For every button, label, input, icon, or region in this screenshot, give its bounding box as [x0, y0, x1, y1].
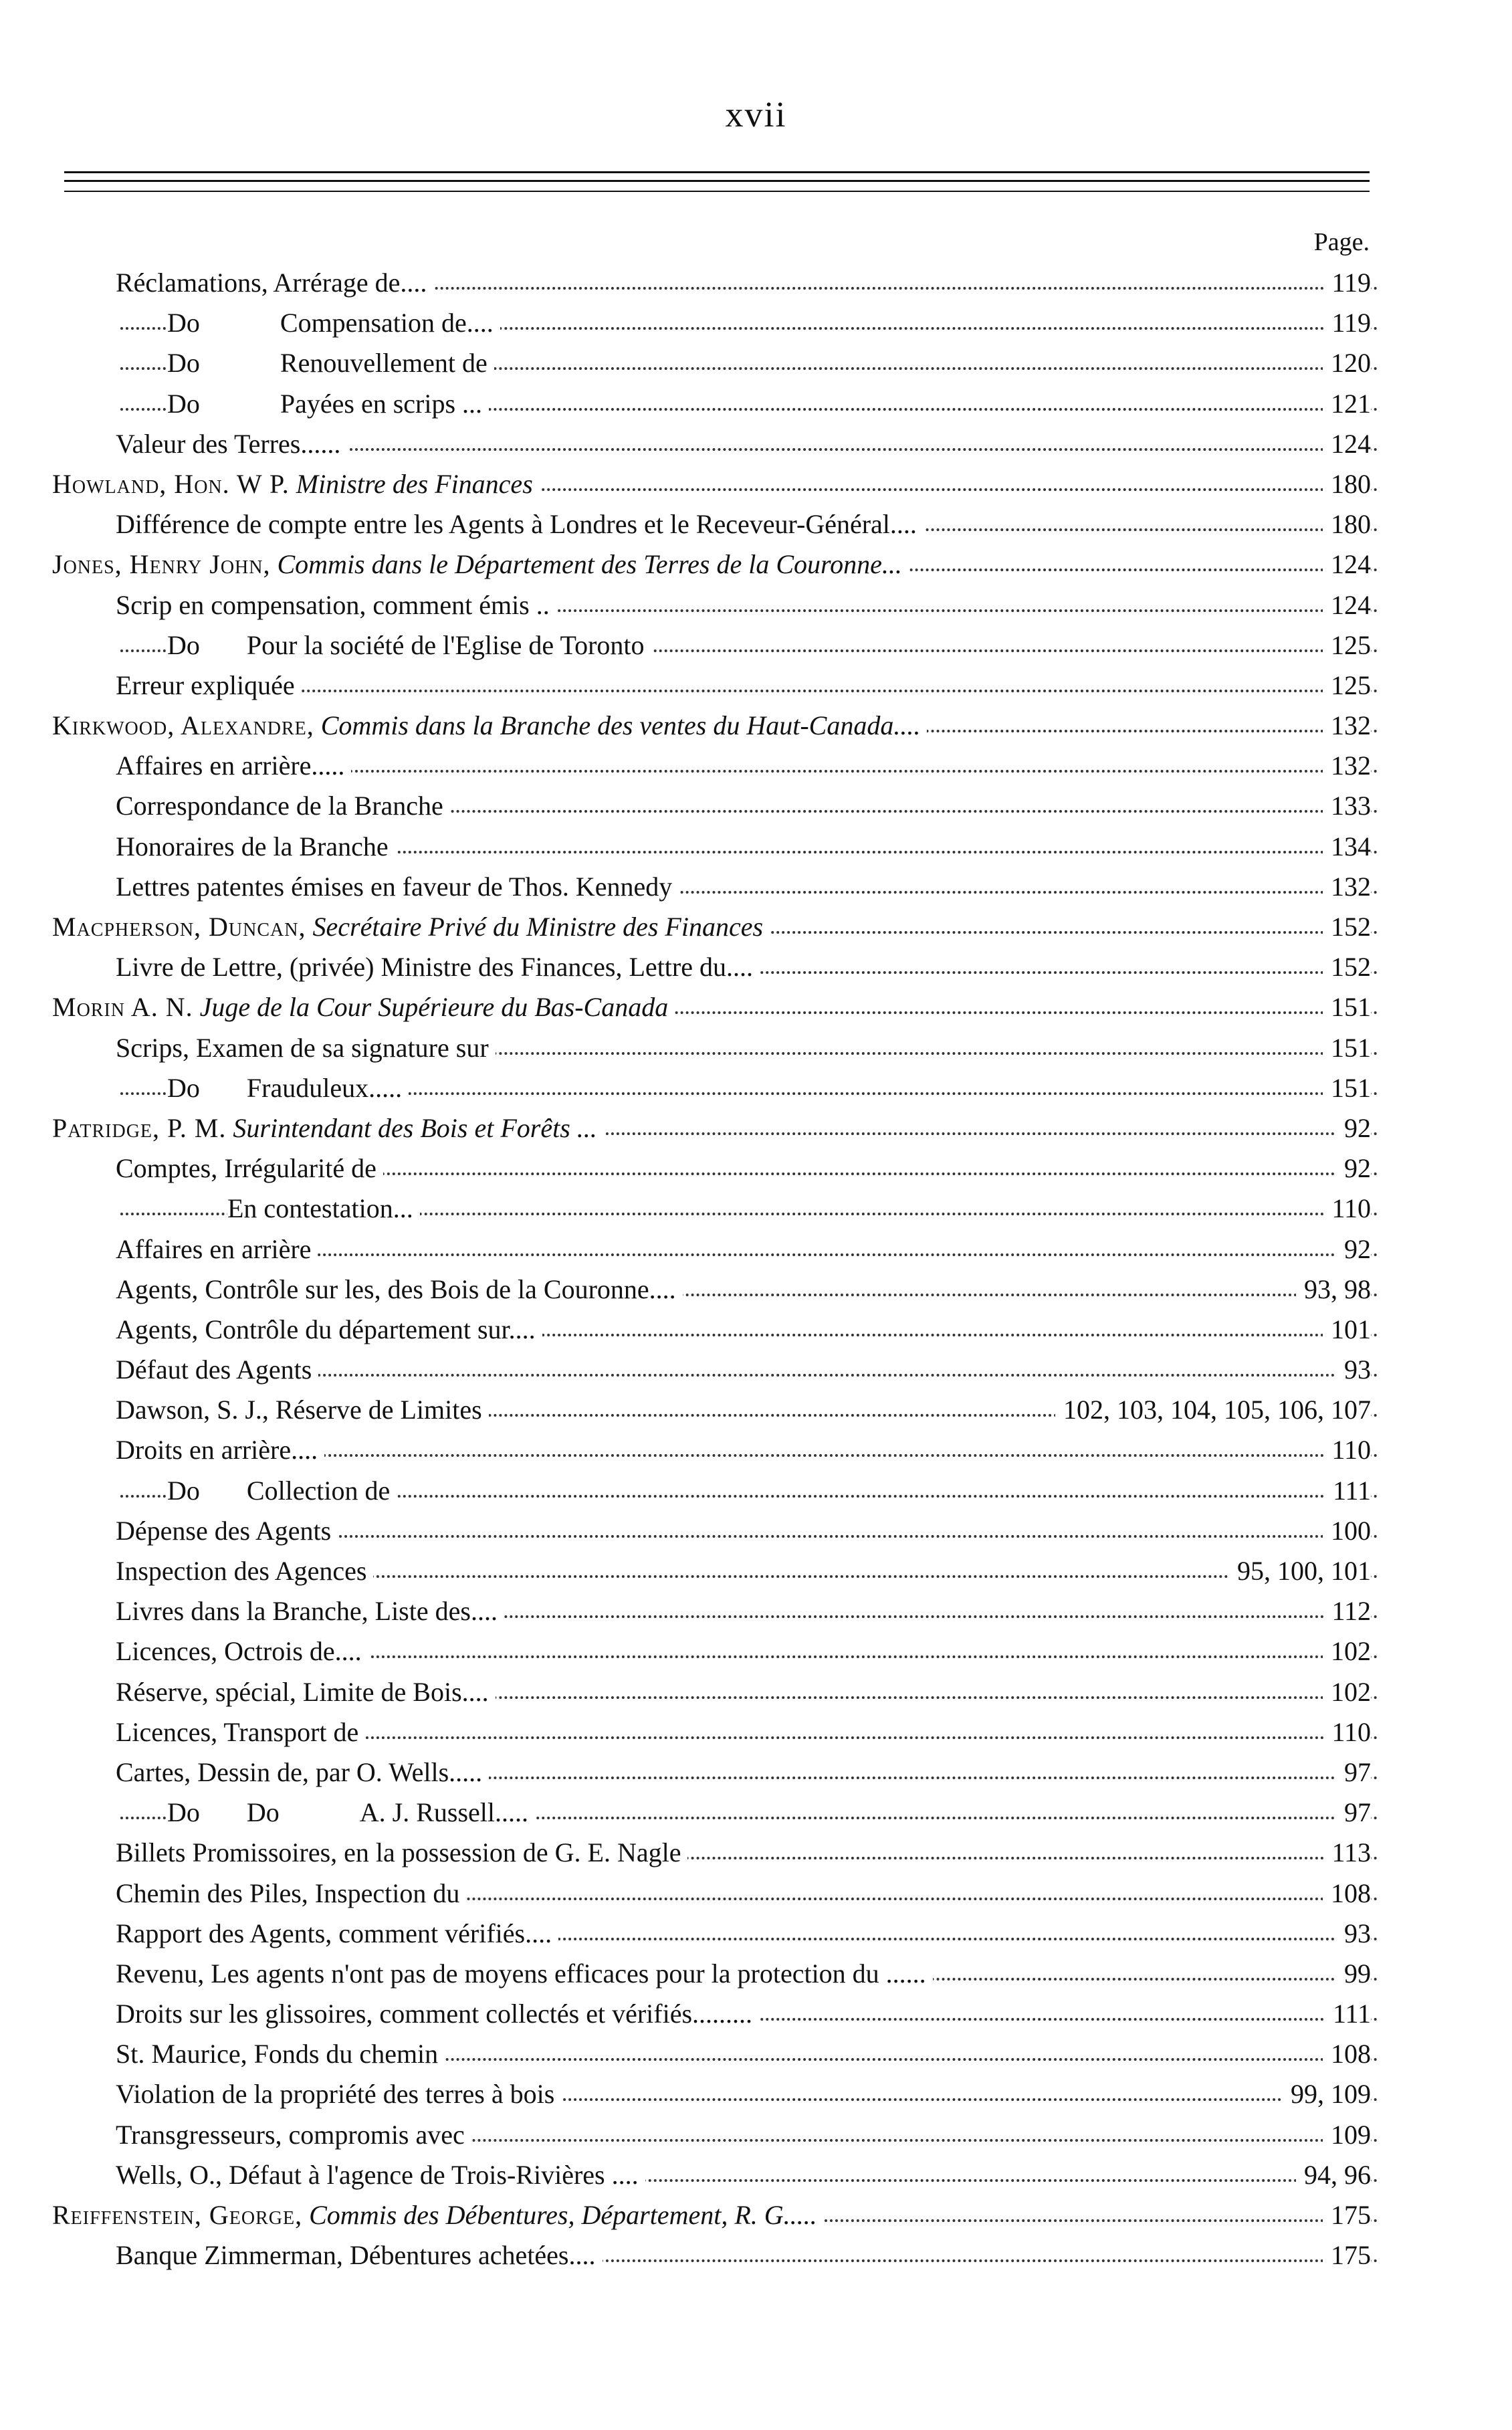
- entry-text: Dawson, S. J., Réserve de Limites: [116, 1395, 482, 1425]
- entry-page: 102, 103, 104, 105, 106, 107: [1055, 1390, 1371, 1430]
- entry-text: Valeur des Terres......: [116, 428, 341, 459]
- index-entry: [0, 1752, 1512, 1793]
- entry-title: Surintendant des Bois et Forêts ...: [233, 1112, 597, 1143]
- entry-page: 125: [1323, 625, 1371, 666]
- entry-page: 93, 98: [1296, 1270, 1371, 1310]
- entry-text: Livres dans la Branche, Liste des....: [116, 1596, 498, 1627]
- index-entry: [0, 907, 1512, 947]
- entry-text: Dépense des Agents: [116, 1515, 332, 1546]
- entry-page: 92: [1336, 1108, 1371, 1148]
- entry-subtext: Pour la société de l'Eglise de Toronto: [246, 629, 645, 660]
- entry-text: Honoraires de la Branche: [116, 831, 389, 862]
- entry-subtext: Compensation de....: [280, 308, 494, 338]
- entry-text: Do: [167, 1475, 200, 1506]
- index-entry: [0, 544, 1512, 585]
- entry-text: Do: [167, 348, 200, 379]
- index-entry: [0, 2034, 1512, 2074]
- entry-page: 100: [1323, 1511, 1371, 1551]
- entry-page: 93: [1336, 1350, 1371, 1390]
- entry-page: 102: [1323, 1631, 1371, 1672]
- entry-page: 119: [1323, 303, 1371, 343]
- index-entry: [0, 2074, 1512, 2114]
- entry-page: 108: [1323, 1874, 1371, 1914]
- entry-page: 92: [1336, 1229, 1371, 1270]
- index-entry: [0, 1471, 1512, 1511]
- index-entry: [0, 1028, 1512, 1068]
- index-entry: [0, 2195, 1512, 2235]
- entry-text: Correspondance de la Branche: [116, 791, 443, 821]
- page-column-header: Page.: [1313, 228, 1370, 256]
- entry-page: 109: [1323, 2115, 1371, 2155]
- entry-title: Juge de la Cour Supérieure du Bas-Canada: [199, 992, 669, 1023]
- entry-page: 110: [1323, 1712, 1371, 1752]
- entry-page: 152: [1323, 907, 1371, 947]
- index-entry: [0, 1591, 1512, 1631]
- entry-subtext: Do: [246, 1797, 280, 1828]
- entry-page: 97: [1336, 1752, 1371, 1793]
- index-entry: [0, 1712, 1512, 1752]
- index-entry: [0, 1631, 1512, 1672]
- index-entry: [0, 666, 1512, 706]
- index-entry: [0, 1068, 1512, 1108]
- entry-page: 108: [1323, 2034, 1371, 2074]
- entry-page: 133: [1323, 786, 1371, 826]
- index-entry: [0, 706, 1512, 746]
- header-rule-top: [64, 171, 1370, 173]
- index-entry: [0, 1270, 1512, 1310]
- header-rule-middle: [64, 180, 1370, 182]
- entry-name: Morin A. N.: [52, 992, 193, 1023]
- index-entry: [0, 786, 1512, 826]
- entry-page: 94, 96: [1296, 2155, 1371, 2195]
- entry-text: Scrips, Examen de sa signature sur: [116, 1032, 489, 1063]
- entry-page: 97: [1336, 1793, 1371, 1833]
- entry-page: 151: [1323, 1068, 1371, 1108]
- entry-page: 93: [1336, 1914, 1371, 1954]
- index-entry: [0, 2155, 1512, 2195]
- index-entry: [0, 464, 1512, 504]
- entry-text: Do: [167, 388, 200, 419]
- entry-page: 132: [1323, 746, 1371, 786]
- entry-page: 134: [1323, 827, 1371, 867]
- entry-page: 124: [1323, 424, 1371, 464]
- index-entry: [0, 343, 1512, 383]
- entry-page: 151: [1323, 1028, 1371, 1068]
- index-entry: [0, 1954, 1512, 1994]
- index-entry: [0, 1390, 1512, 1430]
- index-entry: [0, 827, 1512, 867]
- index-entry: [0, 1511, 1512, 1551]
- entry-page: 92: [1336, 1148, 1371, 1189]
- index-entries: [0, 263, 1512, 2275]
- index-entry: [0, 1148, 1512, 1189]
- entry-text: Do: [167, 308, 200, 338]
- index-entry: [0, 625, 1512, 666]
- index-entry: [0, 1914, 1512, 1954]
- entry-title: Commis dans le Département des Terres de la Couronne...: [277, 549, 902, 580]
- entry-page: 113: [1323, 1833, 1371, 1873]
- entry-page: 112: [1323, 1591, 1371, 1631]
- index-entry: [0, 947, 1512, 987]
- entry-title: Secrétaire Privé du Ministre des Finances: [312, 912, 764, 942]
- entry-text: Livre de Lettre, (privée) Ministre des Finances, Lettre du....: [116, 952, 753, 983]
- entry-text: Erreur expliquée: [116, 670, 295, 700]
- entry-name: Howland, Hon. W P.: [52, 468, 290, 499]
- index-entry: [0, 1672, 1512, 1712]
- entry-text: Do: [167, 629, 200, 660]
- entry-text: Rapport des Agents, comment vérifiés....: [116, 1918, 552, 1948]
- entry-page: 152: [1323, 947, 1371, 987]
- entry-title: Commis dans la Branche des ventes du Haut-Canada....: [320, 710, 921, 741]
- dot-leader: [120, 690, 1378, 692]
- entry-name: Reiffenstein, George,: [52, 2200, 303, 2230]
- page-number: xvii: [725, 94, 787, 134]
- entry-page: 99, 109: [1283, 2074, 1371, 2114]
- index-entry: [0, 1350, 1512, 1390]
- index-entry: [0, 1793, 1512, 1833]
- entry-page: 95, 100, 101: [1229, 1551, 1371, 1591]
- entry-page: 175: [1323, 2235, 1371, 2275]
- entry-page: 132: [1323, 867, 1371, 907]
- entry-text: St. Maurice, Fonds du chemin: [116, 2039, 439, 2069]
- entry-name: Patridge, P. M.: [52, 1112, 227, 1143]
- entry-page: 124: [1323, 585, 1371, 625]
- entry-text: Différence de compte entre les Agents à Londres et le Receveur-Général....: [116, 509, 917, 540]
- index-entry: [0, 1551, 1512, 1591]
- entry-text: Wells, O., Défaut à l'agence de Trois-Rivières ....: [116, 2159, 639, 2190]
- entry-page: 180: [1323, 504, 1371, 544]
- index-entry: [0, 1430, 1512, 1470]
- entry-subtext: Renouvellement de: [280, 348, 488, 379]
- index-entry: [0, 504, 1512, 544]
- entry-page: 102: [1323, 1672, 1371, 1712]
- entry-name: Jones, Henry John,: [52, 549, 271, 580]
- entry-text: Cartes, Dessin de, par O. Wells.....: [116, 1756, 483, 1787]
- index-entry: [0, 384, 1512, 424]
- entry-page: 110: [1323, 1430, 1371, 1470]
- entry-page: 110: [1323, 1189, 1371, 1229]
- index-entry: [0, 1310, 1512, 1350]
- entry-text: Comptes, Irrégularité de: [116, 1153, 376, 1184]
- entry-page: 180: [1323, 464, 1371, 504]
- header-rule-bottom: [64, 191, 1370, 192]
- entry-name: Macpherson, Duncan,: [52, 912, 306, 942]
- index-entry: [0, 2235, 1512, 2275]
- entry-subtext: Collection de: [246, 1475, 391, 1506]
- entry-page: 120: [1323, 343, 1371, 383]
- index-entry: [0, 424, 1512, 464]
- entry-page: 175: [1323, 2195, 1371, 2235]
- entry-text: Violation de la propriété des terres à bois: [116, 2079, 555, 2110]
- index-entry: [0, 303, 1512, 343]
- entry-page: 151: [1323, 987, 1371, 1027]
- entry-title: Ministre des Finances: [296, 468, 533, 499]
- index-entry: [0, 1833, 1512, 1873]
- entry-page: 111: [1325, 1471, 1371, 1511]
- index-entry: [0, 1874, 1512, 1914]
- entry-page: 111: [1325, 1994, 1371, 2034]
- entry-text: Affaires en arrière.....: [116, 750, 345, 781]
- entry-text: Banque Zimmerman, Débentures achetées....: [116, 2240, 596, 2271]
- entry-text: Chemin des Piles, Inspection du: [116, 1878, 460, 1908]
- entry-page: 99: [1336, 1954, 1371, 1994]
- entry-text: Agents, Contrôle du département sur....: [116, 1314, 536, 1344]
- entry-subtext: Frauduleux.....: [246, 1072, 403, 1103]
- entry-title: Commis des Débentures, Département, R. G.....: [309, 2200, 817, 2230]
- index-entry: [0, 746, 1512, 786]
- entry-page: 121: [1323, 384, 1371, 424]
- index-entry: [0, 1189, 1512, 1229]
- index-entry: [0, 1108, 1512, 1148]
- entry-text: Licences, Octrois de....: [116, 1636, 362, 1667]
- entry-text: Inspection des Agences: [116, 1556, 367, 1586]
- index-entry: [0, 2115, 1512, 2155]
- entry-text: En contestation...: [227, 1193, 413, 1224]
- entry-text: Billets Promissoires, en la possession de G. E. Nagle: [116, 1837, 681, 1868]
- entry-page: 132: [1323, 706, 1371, 746]
- entry-text: Licences, Transport de: [116, 1716, 359, 1747]
- entry-text: Défaut des Agents: [116, 1354, 312, 1385]
- entry-page: 124: [1323, 544, 1371, 585]
- entry-text: Réserve, spécial, Limite de Bois....: [116, 1676, 489, 1707]
- entry-page: 119: [1323, 263, 1371, 303]
- entry-text: Revenu, Les agents n'ont pas de moyens efficaces pour la protection du ......: [116, 1958, 926, 1989]
- entry-text: Do: [167, 1797, 200, 1828]
- index-entry: [0, 987, 1512, 1027]
- entry-text: Droits sur les glissoires, comment collectés et vérifiés.........: [116, 1999, 753, 2029]
- index-entry: [0, 867, 1512, 907]
- entry-text: Droits en arrière....: [116, 1435, 318, 1465]
- entry-text: Affaires en arrière: [116, 1233, 312, 1264]
- index-entry: [0, 585, 1512, 625]
- entry-page: 125: [1323, 666, 1371, 706]
- entry-text: Transgresseurs, compromis avec: [116, 2119, 465, 2150]
- entry-subtext: Payées en scrips ...: [280, 388, 483, 419]
- entry-text: Réclamations, Arrérage de....: [116, 268, 427, 298]
- entry-text: Lettres patentes émises en faveur de Thos. Kennedy: [116, 871, 673, 902]
- entry-page: 101: [1323, 1310, 1371, 1350]
- entry-text: Agents, Contrôle sur les, des Bois de la Couronne....: [116, 1274, 676, 1304]
- index-entry: [0, 1994, 1512, 2034]
- index-entry: [0, 1229, 1512, 1270]
- entry-text: Scrip en compensation, comment émis ..: [116, 589, 550, 620]
- entry-text: Do: [167, 1072, 200, 1103]
- index-entry: [0, 263, 1512, 303]
- entry-subtext-2: A. J. Russell.....: [359, 1797, 529, 1828]
- entry-name: Kirkwood, Alexandre,: [52, 710, 314, 741]
